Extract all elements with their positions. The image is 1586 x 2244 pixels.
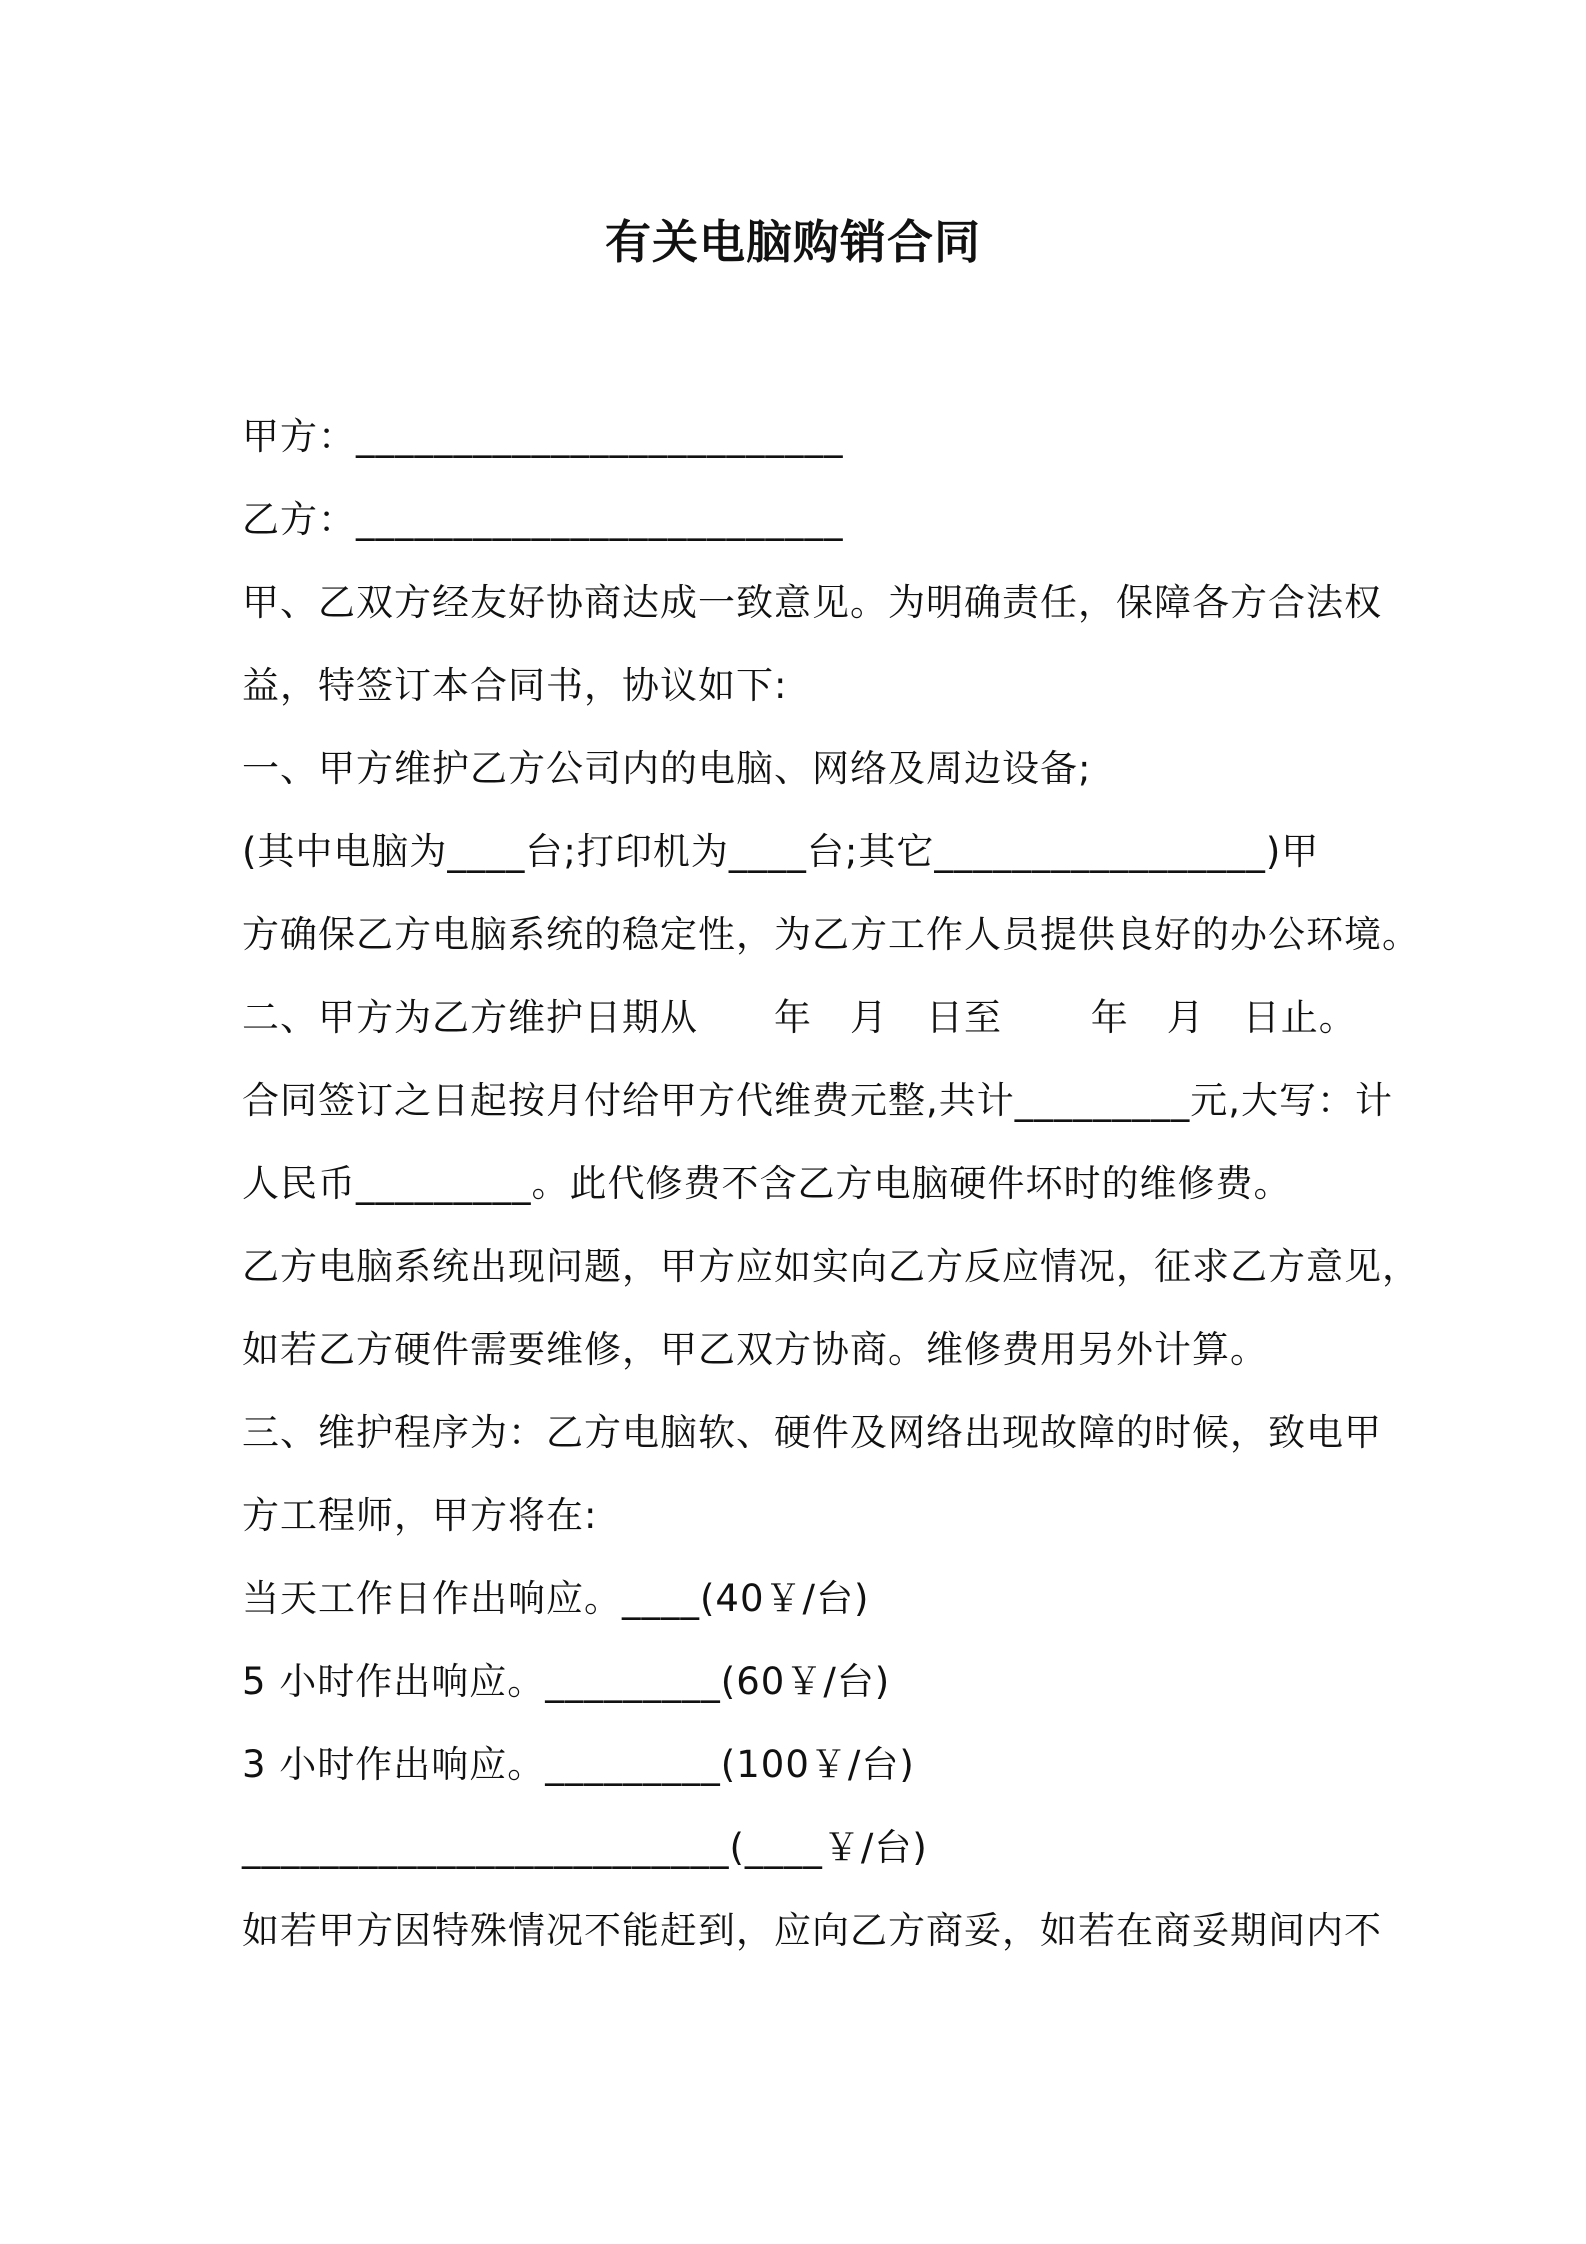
body-text-line: 如若甲方因特殊情况不能赶到，应向乙方商妥，如若在商妥期间内不 <box>242 1909 1382 1952</box>
party-b-line: 乙方：_________________________ <box>242 498 844 541</box>
response-option-line: 当天工作日作出响应。____(40￥/台) <box>242 1577 870 1620</box>
body-text-line: 如若乙方硬件需要维修，甲乙双方协商。维修费用另外计算。 <box>242 1328 1268 1371</box>
body-text-line: 合同签订之日起按月付给甲方代维费元整,共计_________元,大写：计 <box>242 1079 1394 1122</box>
document-title: 有关电脑购销合同 <box>605 215 981 269</box>
body-text-line: 益，特签订本合同书，协议如下: <box>242 664 788 707</box>
party-a-line: 甲方：_________________________ <box>242 415 844 458</box>
body-text-line: (其中电脑为____台;打印机为____台;其它_________________)甲 <box>242 830 1320 873</box>
clause-1-line: 一、甲方维护乙方公司内的电脑、网络及周边设备; <box>242 747 1092 790</box>
response-option-line: _________________________(____￥/台) <box>242 1826 928 1869</box>
body-text-line: 甲、乙双方经友好协商达成一致意见。为明确责任，保障各方合法权 <box>242 581 1382 624</box>
clause-3-line: 三、维护程序为：乙方电脑软、硬件及网络出现故障的时候，致电甲 <box>242 1411 1382 1454</box>
response-option-line: 3 小时作出响应。_________(100￥/台) <box>242 1743 915 1786</box>
response-option-line: 5 小时作出响应。_________(60￥/台) <box>242 1660 891 1703</box>
body-text-line: 人民币_________。此代修费不含乙方电脑硬件坏时的维修费。 <box>242 1162 1292 1205</box>
clause-2-line: 二、甲方为乙方维护日期从 年 月 日至 年 月 日止。 <box>242 996 1357 1039</box>
body-text-line: 乙方电脑系统出现问题，甲方应如实向乙方反应情况，征求乙方意见， <box>242 1245 1420 1288</box>
body-text-line: 方工程师，甲方将在: <box>242 1494 598 1537</box>
body-text-line: 方确保乙方电脑系统的稳定性，为乙方工作人员提供良好的办公环境。 <box>242 913 1420 956</box>
